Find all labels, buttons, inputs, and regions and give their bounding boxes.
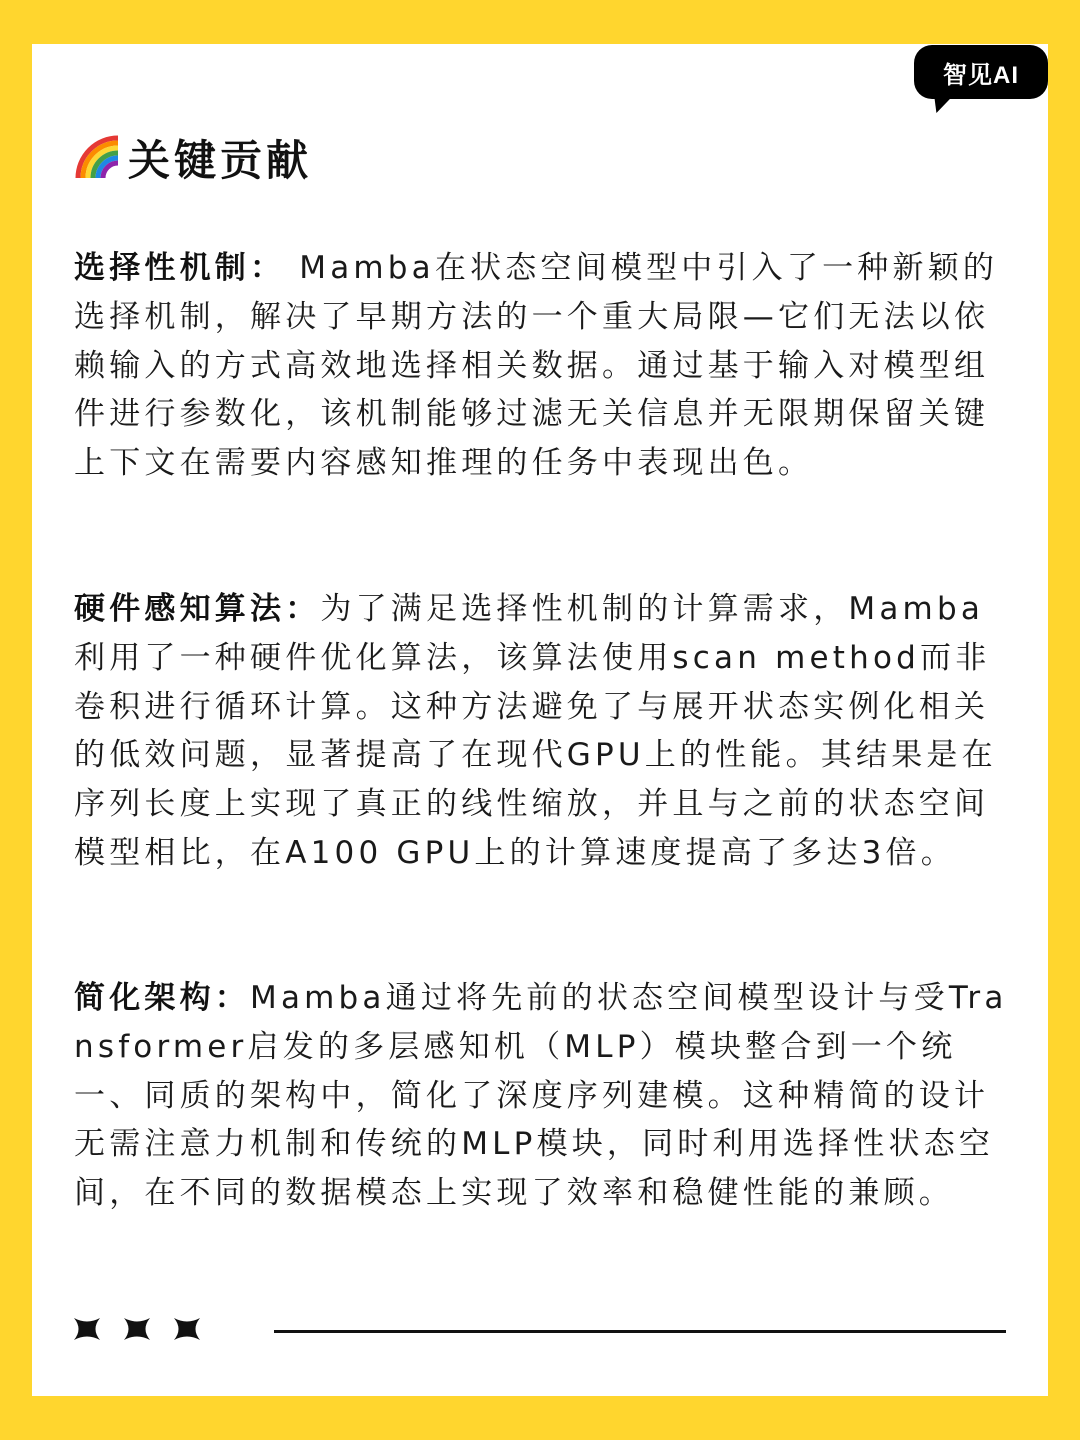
section-selective-mechanism xyxy=(74,244,1008,488)
section-label: 选择性机制： xyxy=(74,250,286,286)
rainbow-icon xyxy=(74,134,122,182)
brand-badge xyxy=(914,45,1048,113)
section-label: 简化架构： xyxy=(74,980,250,1016)
star-icon xyxy=(172,1314,202,1344)
star-icon xyxy=(72,1314,102,1344)
footer-divider xyxy=(274,1330,1006,1333)
section-body: 为了满足选择性机制的计算需求，Mamba利用了一种硬件优化算法，该算法使用scan method而非卷积进行循环计算。这种方法避免了与展开状态实例化相关的低效问题，显著提高了在现代GPU上的性能。其结果是在序列长度上实现了真正的线性缩放，并且与之前的状态空间模型相比，在A100 GPU上的计算速度提高了多达3倍。 xyxy=(74,591,997,871)
section-body: Mamba在状态空间模型中引入了一种新颖的选择机制，解决了早期方法的一个重大局限—它们无法以依赖输入的方式高效地选择相关数据。通过基于输入对模型组件进行参数化，该机制能够过滤无关信息并无限期保留关键上下文在需要内容感知推理的任务中表现出色。 xyxy=(74,250,999,482)
section-body: Mamba通过将先前的状态空间模型设计与受Transformer启发的多层感知机（MLP）模块整合到一个统一、同质的架构中，简化了深度序列建模。这种精简的设计无需注意力机制和传统的MLP模块，同时利用选择性状态空间，在不同的数据模态上实现了效率和稳健性能的兼顾。 xyxy=(74,980,1008,1212)
page-title: 关键贡献 xyxy=(128,136,313,185)
title-row xyxy=(74,128,312,188)
star-icon xyxy=(122,1314,152,1344)
brand-badge-text: 智见AI xyxy=(914,45,1048,99)
section-hardware-aware-algorithm xyxy=(74,585,1008,878)
section-label: 硬件感知算法： xyxy=(74,591,321,627)
section-simplified-architecture xyxy=(74,974,1008,1218)
footer-stars xyxy=(72,1314,202,1344)
